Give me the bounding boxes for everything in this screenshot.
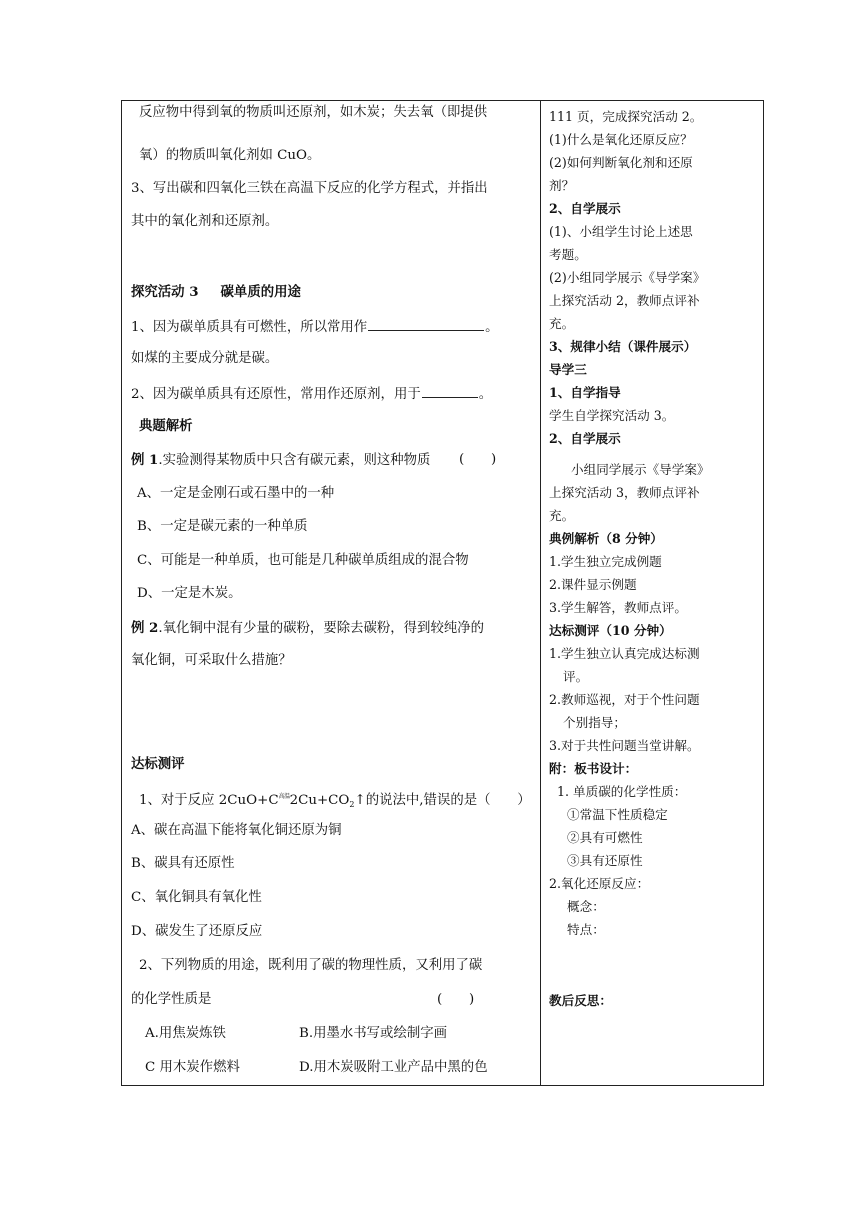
section-heading: 达标测评: [131, 756, 185, 772]
section-heading: 3、规律小结（课件展示）: [549, 339, 697, 354]
section-heading: 典题解析: [139, 418, 193, 434]
text-line: 1.学生独立完成例题: [549, 554, 662, 569]
text-line: 概念：: [567, 899, 605, 914]
text-line: 剂？: [549, 178, 575, 193]
text-line: 1.学生独立认真完成达标测: [549, 646, 700, 661]
option-line: B、碳具有还原性: [131, 856, 235, 871]
section-heading: 附：板书设计：: [549, 761, 638, 776]
activity-title: 碳单质的用途: [220, 284, 301, 300]
option-line: B.用墨水书写或绘制字画: [299, 1026, 448, 1041]
text-line: (2)如何判断氧化剂和还原: [549, 155, 693, 170]
text-line: 3.对于共性问题当堂讲解。: [549, 738, 700, 753]
section-heading: 导学三: [549, 362, 587, 377]
option-line: A.用焦炭炼铁: [145, 1026, 226, 1041]
answer-blank[interactable]: [368, 317, 484, 331]
question-line: 2、因为碳单质具有还原性，常用作还原剂，用于 。: [131, 384, 492, 404]
example-line: 例 2.氧化铜中混有少量的碳粉，要除去碳粉，得到较纯净的: [131, 620, 485, 636]
text-line: 2.氧化还原反应：: [549, 876, 650, 891]
section-heading: 1、自学指导: [549, 385, 621, 400]
text-line: 1. 单质碳的化学性质：: [557, 784, 687, 799]
text-line: 上探究活动 3，教师点评补: [549, 485, 700, 500]
text-line: 氧化铜，可采取什么措施？: [131, 653, 292, 668]
option-line: B、一定是碳元素的一种单质: [137, 519, 308, 534]
text-line: 充。: [549, 508, 575, 523]
option-line: A、一定是金刚石或石墨中的一种: [137, 486, 335, 501]
text-line: 3、写出碳和四氧化三铁在高温下反应的化学方程式，并指出: [131, 181, 488, 196]
text-line: 评。: [563, 669, 589, 684]
text-line: 其中的氧化剂和还原剂。: [131, 214, 279, 229]
text-line: 上探究活动 2，教师点评补: [549, 293, 700, 308]
question-line: 1、因为碳单质具有可燃性，所以常用作 。: [131, 317, 499, 337]
text-line: (1)、小组学生讨论上述思: [549, 224, 693, 239]
text-line: ①常温下性质稳定: [567, 807, 668, 822]
text-line: (1)什么是氧化还原反应？: [549, 132, 693, 147]
option-line: C 用木炭作燃料: [145, 1060, 240, 1075]
text-line: 充。: [549, 316, 575, 331]
text-line: 2.教师巡视，对于个性问题: [549, 692, 700, 707]
option-line: A、碳在高温下能将氧化铜还原为铜: [131, 823, 342, 838]
option-line: D、碳发生了还原反应: [131, 924, 263, 939]
answer-paren: ( ): [437, 992, 475, 1007]
text-line: 个别指导；: [563, 715, 626, 730]
text-line: ③具有还原性: [567, 853, 643, 868]
reaction-condition: 高温: [278, 793, 290, 800]
section-heading: 2、自学展示: [549, 431, 621, 446]
answer-paren: ( ): [459, 452, 497, 467]
text-line: 的化学性质是: [131, 992, 212, 1007]
option-line: C、可能是一种单质，也可能是几种碳单质组成的混合物: [137, 553, 469, 568]
text-line: 111 页，完成探究活动 2。: [549, 109, 703, 124]
text-line: 小组同学展示《导学案》: [571, 462, 710, 477]
text-line: 反应物中得到氧的物质叫还原剂，如木炭；失去氧（即提供: [139, 105, 488, 120]
text-line: 特点：: [567, 922, 605, 937]
text-line: 如煤的主要成分就是碳。: [131, 351, 279, 366]
section-heading: [131, 283, 301, 301]
section-heading: 典例解析（8 分钟）: [549, 531, 663, 546]
text-line: 学生自学探究活动 3。: [549, 408, 675, 423]
text-line: 氧）的物质叫氧化剂如 CuO。: [139, 148, 321, 163]
test-question: 1、对于反应 $2CuO+C^{高温}2Cu+CO_2↑$的说法中,错误的是（ ）: [139, 793, 531, 809]
section-heading: 教后反思：: [549, 993, 612, 1008]
option-line: D、一定是木炭。: [137, 586, 242, 601]
text-line: 3.学生解答，教师点评。: [549, 600, 687, 615]
activity-label: 探究活动 3: [131, 284, 199, 300]
column-divider: [540, 100, 541, 1086]
example-line: 例 1.实验测得某物质中只含有碳元素，则这种物质: [131, 452, 431, 468]
option-line: C、氧化铜具有氧化性: [131, 890, 262, 905]
section-heading: 达标测评（10 分钟）: [549, 623, 672, 638]
test-question: 2、下列物质的用途，既利用了碳的物理性质，又利用了碳: [139, 958, 483, 973]
section-heading: 2、自学展示: [549, 201, 621, 216]
text-line: (2)小组同学展示《导学案》: [549, 270, 706, 285]
text-line: 2.课件显示例题: [549, 577, 637, 592]
text-line: 考题。: [549, 247, 587, 262]
option-line: D.用木炭吸附工业产品中黑的色: [299, 1060, 488, 1075]
answer-blank[interactable]: [422, 384, 478, 398]
text-line: ②具有可燃性: [567, 830, 643, 845]
